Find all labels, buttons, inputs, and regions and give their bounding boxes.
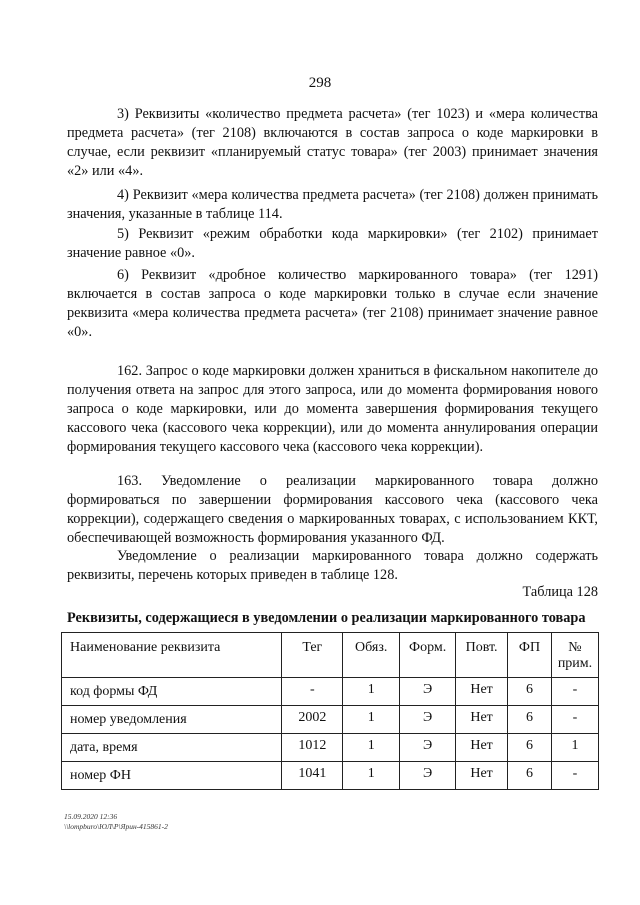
stamp-date: 15.09.2020 12:36 [64, 812, 118, 821]
cell-fp: 6 [508, 762, 552, 790]
table-header-row [62, 633, 599, 678]
cell-mandatory: 1 [343, 706, 400, 734]
cell-mandatory: 1 [343, 678, 400, 706]
cell-mandatory: 1 [343, 734, 400, 762]
cell-fp: 6 [508, 678, 552, 706]
paragraph-item-3: 3) Реквизиты «количество предмета расчета» (тег 1023) и «мера количества предмета расчета» (тег 2108) включаются в состав запроса о коде маркировки в случае, если реквизит «планируемый статус товара» (тег 2003) принимает значения «2» или «4». [67, 106, 598, 179]
cell-note-number: 1 [551, 734, 598, 762]
paragraph-item-6: 6) Реквизит «дробное количество маркированного товара» (тег 1291) включается в состав запроса о коде маркировки только в случае если значение реквизита «мера количества предмета расчета» (тег 2108) принимает значение равное «0». [67, 267, 598, 340]
paragraph-item-5: 5) Реквизит «режим обработки кода маркировки» (тег 2102) принимает значение равное «0». [67, 226, 598, 261]
cell-name: код формы ФД [62, 678, 282, 706]
cell-form: Э [400, 762, 456, 790]
cell-fp: 6 [508, 734, 552, 762]
cell-form: Э [400, 706, 456, 734]
requisites-table [61, 632, 599, 790]
cell-tag: - [282, 678, 343, 706]
cell-repeat: Нет [456, 706, 508, 734]
cell-name: номер ФН [62, 762, 282, 790]
cell-repeat: Нет [456, 762, 508, 790]
paragraph-163: 163. Уведомление о реализации маркированного товара должно формироваться по завершении формирования кассового чека (кассового чека коррекции), содержащего сведения о маркированных товарах, с использованием ККТ, обеспечивающей возможность формирования указанного ФД. [67, 473, 598, 546]
table-caption: Таблица 128 [522, 584, 598, 600]
cell-tag: 1012 [282, 734, 343, 762]
table-title: Реквизиты, содержащиеся в уведомлении о реализации маркированного товара [67, 610, 586, 626]
cell-note-number: - [551, 706, 598, 734]
table-row [62, 762, 599, 790]
header-repeat: Повт. [456, 633, 508, 678]
table-row [62, 706, 599, 734]
cell-repeat: Нет [456, 734, 508, 762]
paragraph-notification: Уведомление о реализации маркированного товара должно содержать реквизиты, перечень которых приведен в таблице 128. [67, 548, 598, 583]
header-note-number: № прим. [551, 633, 598, 678]
cell-note-number: - [551, 762, 598, 790]
cell-name: дата, время [62, 734, 282, 762]
stamp-path: \\lompburo\ЮЛ\Р\Ярин-415861-2 [64, 822, 168, 831]
cell-fp: 6 [508, 706, 552, 734]
header-form: Форм. [400, 633, 456, 678]
cell-form: Э [400, 678, 456, 706]
cell-tag: 1041 [282, 762, 343, 790]
header-mandatory: Обяз. [343, 633, 400, 678]
header-name: Наименование реквизита [62, 633, 282, 678]
cell-form: Э [400, 734, 456, 762]
document-stamp [64, 812, 168, 832]
cell-note-number: - [551, 678, 598, 706]
table-row [62, 734, 599, 762]
table-row [62, 678, 599, 706]
paragraph-item-4: 4) Реквизит «мера количества предмета расчета» (тег 2108) должен принимать значения, указанные в таблице 114. [67, 187, 598, 222]
page-number: 298 [308, 75, 332, 91]
cell-repeat: Нет [456, 678, 508, 706]
paragraph-162: 162. Запрос о коде маркировки должен храниться в фискальном накопителе до получения ответа на запрос для этого запроса, или до момента формирования нового запроса о коде маркировки, или до момента завершения формирования текущего кассового чека (кассового чека коррекции), или до момента аннулирования операции формирования текущего кассового чека (кассового чека коррекции). [67, 363, 598, 455]
cell-mandatory: 1 [343, 762, 400, 790]
header-fp: ФП [508, 633, 552, 678]
cell-tag: 2002 [282, 706, 343, 734]
cell-name: номер уведомления [62, 706, 282, 734]
header-tag: Тег [282, 633, 343, 678]
